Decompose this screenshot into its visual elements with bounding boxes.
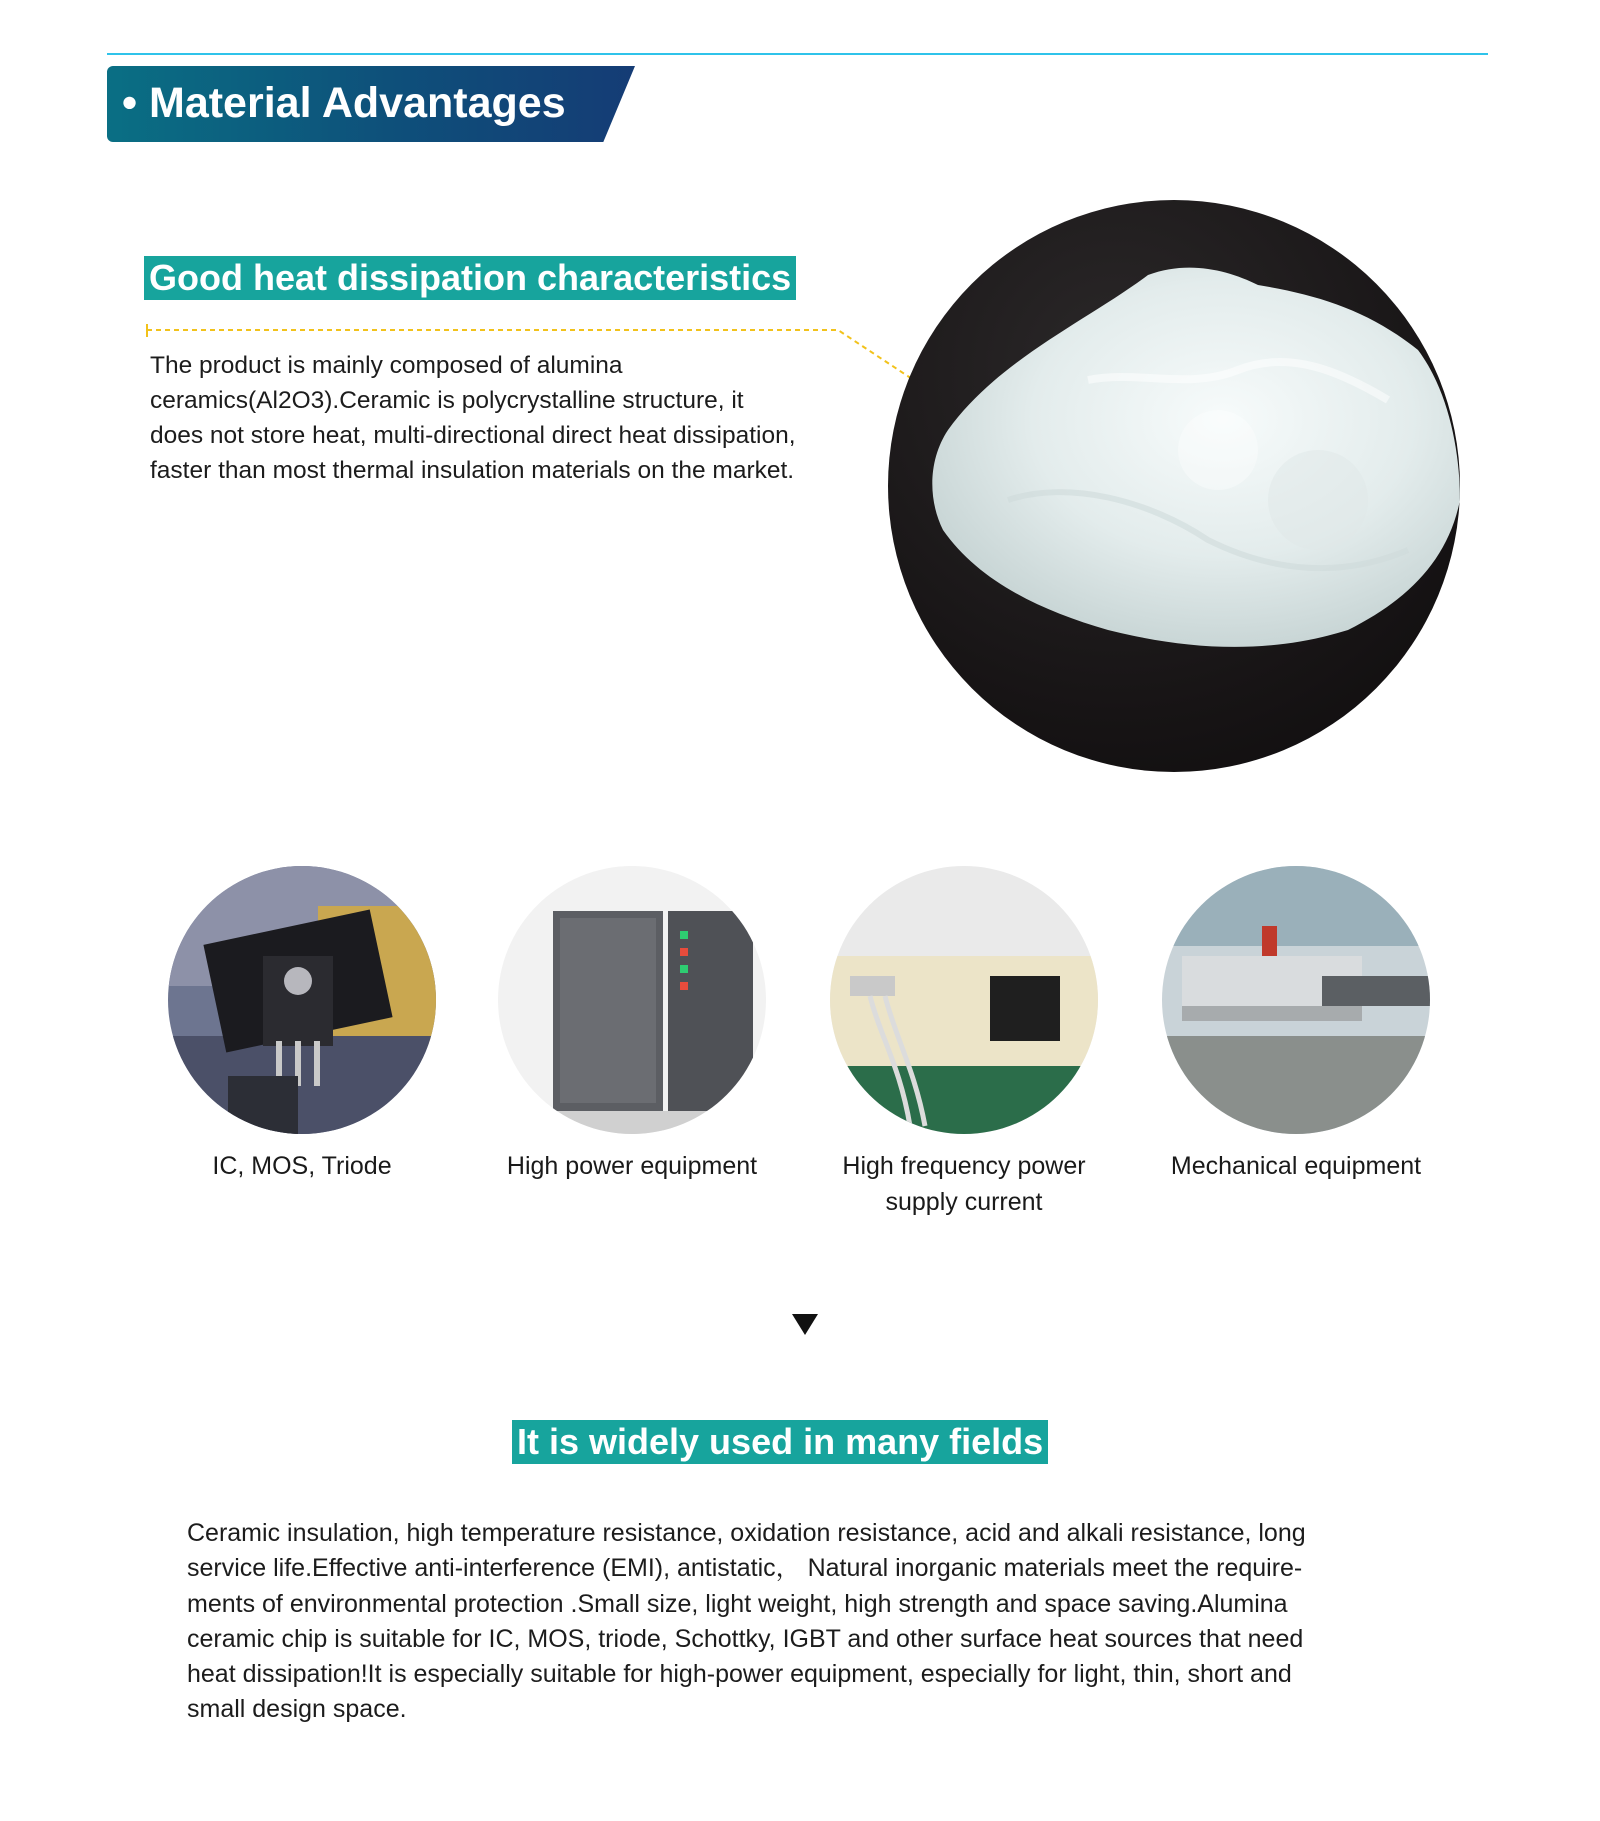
down-arrow-icon: [792, 1314, 818, 1335]
ic-mos-triode-image: [168, 866, 436, 1134]
high-frequency-power-supply-image: [830, 866, 1098, 1134]
paragraph-line: faster than most thermal insulation materials on the market.: [150, 457, 795, 484]
caption-line: High frequency power: [842, 1152, 1086, 1180]
heat-dissipation-paragraph: [150, 348, 870, 488]
paragraph-line: service life.Effective anti-interference (EMI), antistatic， Natural inorganic materials meet the require-: [187, 1554, 1303, 1583]
paragraph-line: does not store heat, multi-directional direct heat dissipation,: [150, 422, 796, 449]
widely-used-paragraph: [187, 1516, 1422, 1728]
high-power-equipment-image: [498, 866, 766, 1134]
paragraph-line: The product is mainly composed of alumina: [150, 352, 623, 379]
paragraph-line: heat dissipation!It is especially suitable for high-power equipment, especially for light, thin, short and: [187, 1660, 1292, 1689]
widely-used-heading: It is widely used in many fields: [512, 1420, 1048, 1464]
paragraph-line: ceramics(Al2O3).Ceramic is polycrystalline structure, it: [150, 387, 744, 414]
paragraph-line: small design space.: [187, 1695, 407, 1724]
heat-dissipation-heading: Good heat dissipation characteristics: [144, 256, 796, 300]
page-title: • Material Advantages: [122, 79, 566, 127]
caption-ic-mos-triode: [152, 1148, 452, 1184]
alumina-powder-image: [888, 200, 1460, 772]
caption-line: IC, MOS, Triode: [212, 1152, 392, 1180]
caption-line: supply current: [885, 1188, 1043, 1216]
paragraph-line: ceramic chip is suitable for IC, MOS, triode, Schottky, IGBT and other surface heat sources that need: [187, 1624, 1304, 1653]
caption-high-frequency-power-supply: [814, 1148, 1114, 1220]
paragraph-line: ments of environmental protection .Small size, light weight, high strength and space saving.Alumina: [187, 1589, 1288, 1618]
mechanical-equipment-image: [1162, 866, 1430, 1134]
caption-line: High power equipment: [506, 1152, 758, 1180]
caption-line: Mechanical equipment: [1170, 1152, 1422, 1180]
caption-mechanical-equipment: [1146, 1148, 1446, 1184]
paragraph-line: Ceramic insulation, high temperature resistance, oxidation resistance, acid and alkali resistance, long: [187, 1519, 1306, 1547]
caption-high-power-equipment: [482, 1148, 782, 1184]
top-divider-line: [107, 53, 1488, 55]
